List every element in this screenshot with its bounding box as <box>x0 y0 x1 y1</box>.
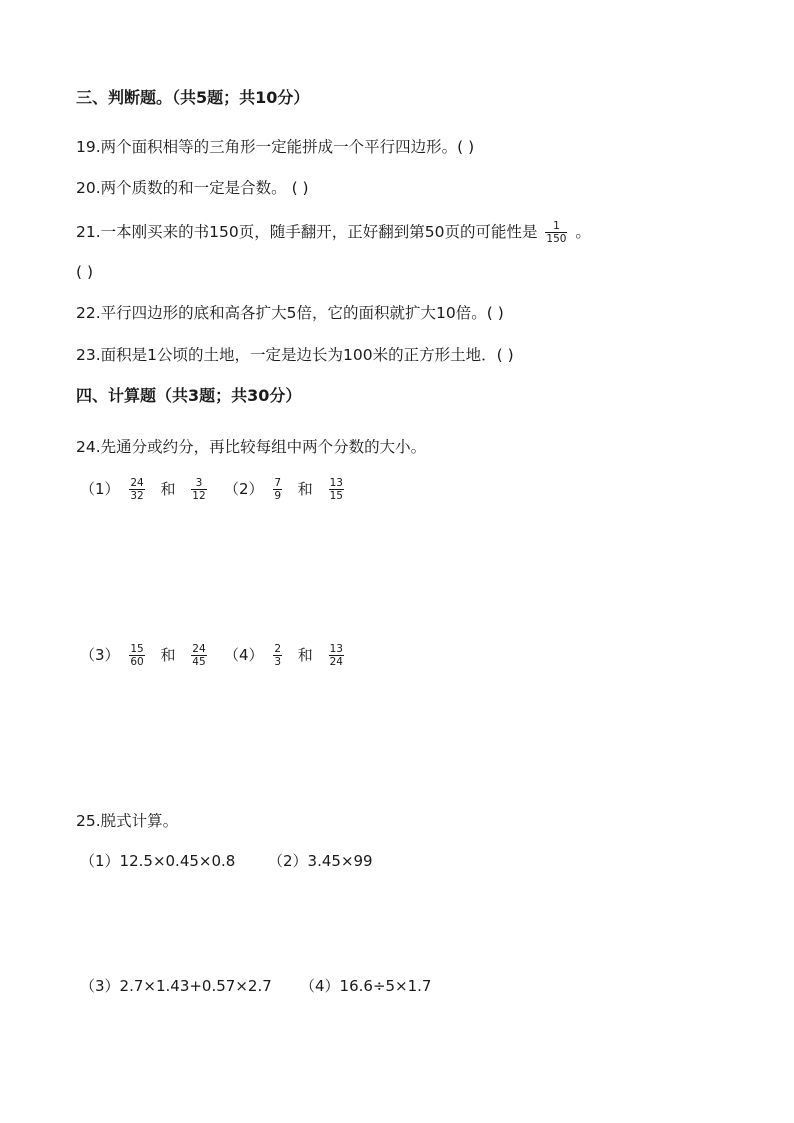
q24-item-label: （2） <box>224 480 264 498</box>
fraction-1-150 <box>545 220 567 245</box>
q25-item-4 <box>300 976 431 996</box>
fraction-denominator: 32 <box>130 490 144 502</box>
question-24: 24.先通分或约分，再比较每组中两个分数的大小。 <box>76 438 427 456</box>
q25-item-label: （2） <box>268 852 308 870</box>
fraction-numerator: 13 <box>329 643 343 655</box>
fraction-numerator: 24 <box>130 477 144 489</box>
and-word: 和 <box>160 480 176 498</box>
q24-item-1 <box>80 477 210 502</box>
q24-item-label: （4） <box>224 646 264 664</box>
section4-heading: 四、计算题（共3题；共30分） <box>76 386 302 405</box>
and-word: 和 <box>160 646 176 664</box>
q25-item-label: （4） <box>300 977 340 995</box>
question-21 <box>76 220 591 245</box>
and-word: 和 <box>297 480 313 498</box>
fraction-numerator: 2 <box>274 643 282 655</box>
question-21-text: 21.一本刚买来的书150页，随手翻开，正好翻到第50页的可能性是 <box>76 223 538 241</box>
fraction-numerator: 7 <box>274 477 282 489</box>
fraction-a <box>273 477 282 502</box>
q25-expression: 12.5×0.45×0.8 <box>119 852 236 870</box>
q24-item-2 <box>224 477 347 502</box>
fraction-denominator: 12 <box>192 490 206 502</box>
question-21-answer-paren: ( ) <box>76 263 94 281</box>
q24-item-3 <box>80 643 210 668</box>
q25-item-2 <box>268 851 373 871</box>
question-19: 19.两个面积相等的三角形一定能拼成一个平行四边形。( ) <box>76 138 475 156</box>
fraction-a <box>273 643 282 668</box>
fraction-numerator: 24 <box>192 643 206 655</box>
q25-expression: 2.7×1.43+0.57×2.7 <box>119 977 272 995</box>
q25-item-label: （1） <box>80 852 120 870</box>
question-20: 20.两个质数的和一定是合数。 ( ) <box>76 179 309 197</box>
fraction-b <box>329 643 344 668</box>
fraction-a <box>129 643 144 668</box>
fraction-b <box>191 643 206 668</box>
fraction-denominator: 24 <box>329 656 343 668</box>
question-23: 23.面积是1公顷的土地，一定是边长为100米的正方形土地．( ) <box>76 346 514 364</box>
fraction-denominator: 3 <box>274 656 282 668</box>
q25-item-3 <box>80 976 272 996</box>
fraction-b <box>191 477 206 502</box>
fraction-numerator: 1 <box>545 220 567 233</box>
q24-item-label: （1） <box>80 480 120 498</box>
fraction-denominator: 45 <box>192 656 206 668</box>
question-22: 22.平行四边形的底和高各扩大5倍，它的面积就扩大10倍。( ) <box>76 304 504 322</box>
fraction-denominator: 60 <box>130 656 144 668</box>
and-word: 和 <box>297 646 313 664</box>
fraction-denominator: 15 <box>329 490 343 502</box>
fraction-numerator: 15 <box>130 643 144 655</box>
q25-expression: 16.6÷5×1.7 <box>339 977 432 995</box>
fraction-denominator: 9 <box>274 490 282 502</box>
fraction-denominator: 150 <box>546 233 567 245</box>
q25-item-label: （3） <box>80 977 120 995</box>
q24-item-label: （3） <box>80 646 120 664</box>
fraction-a <box>129 477 144 502</box>
section3-heading: 三、判断题。（共5题；共10分） <box>76 88 310 107</box>
q25-item-1 <box>80 851 235 871</box>
q24-item-4 <box>224 643 347 668</box>
question-21-end: 。 <box>575 223 591 241</box>
question-25: 25.脱式计算。 <box>76 812 179 830</box>
fraction-numerator: 3 <box>191 477 206 490</box>
fraction-b <box>329 477 344 502</box>
q25-expression: 3.45×99 <box>307 852 373 870</box>
fraction-numerator: 13 <box>329 477 343 489</box>
